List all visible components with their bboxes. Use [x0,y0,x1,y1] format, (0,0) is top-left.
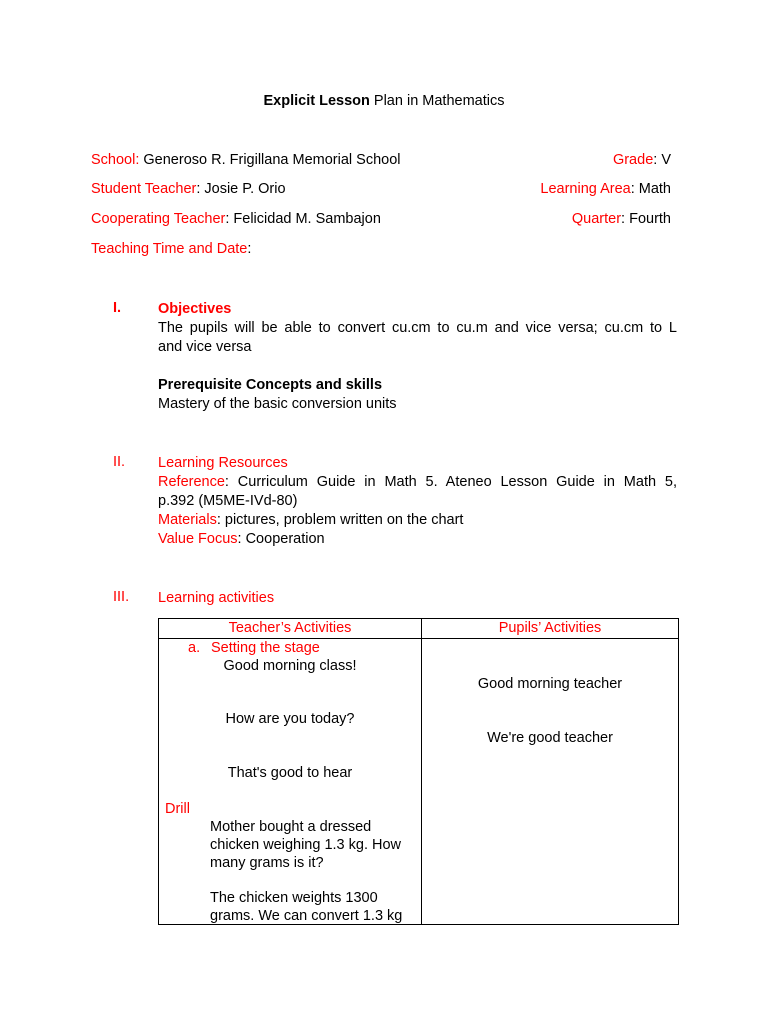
value-focus-value: : Cooperation [237,531,325,547]
teacher-activities-header: Teacher’s Activities [159,619,422,639]
teaching-time-value: : [247,241,252,257]
cooperating-teacher-value: : Felicidad M. Sambajon [225,211,381,227]
learning-area-label: Learning Area [540,181,631,197]
student-teacher-value: : Josie P. Orio [196,181,286,197]
prereq-text: Mastery of the basic conversion units [158,396,397,412]
objectives-text-line1: The pupils will be able to convert cu.cm to cu.m and vice versa; cu.cm to L [158,320,677,336]
teacher-activities-cell [159,639,422,925]
title-rest: Plan in Mathematics [369,93,505,109]
reference-line1 [158,473,677,492]
objectives-text-line2: and vice versa [158,339,252,355]
teacher-greeting: Good morning class! [223,658,357,674]
cooperating-teacher-label: Cooperating Teacher [91,211,226,227]
teacher-how-are-you: How are you today? [225,711,355,727]
objectives-heading: Objectives [158,301,232,317]
value-focus-line [158,530,677,549]
teacher-good-to-hear: That's good to hear [227,765,353,781]
materials-value: : pictures, problem written on the chart [216,512,464,528]
materials-line [158,511,677,530]
section-2-number: II. [113,454,126,470]
section-3-number: III. [113,589,130,605]
drill-line-3: many grams is it? [210,855,324,871]
section-1-body [158,300,677,414]
document-title [0,93,768,109]
drill-line-2: chicken weighing 1.3 kg. How [210,837,402,853]
setting-the-stage-label: Setting the stage [211,640,320,656]
pupil-reply: We're good teacher [487,730,613,746]
setting-marker: a. [188,640,201,656]
answer-line-1: The chicken weights 1300 [210,890,378,906]
title-bold: Explicit Lesson [263,93,370,109]
teaching-time-label: Teaching Time and Date [91,241,248,257]
value-focus-label: Value Focus [158,531,238,547]
reference-value: : Curriculum Guide in Math 5. Ateneo Lesson Guide in Math 5, [224,474,677,490]
quarter-label: Quarter [571,211,622,227]
reference-label: Reference [158,474,225,490]
section-2-body [158,454,677,549]
drill-line-1: Mother bought a dressed [210,819,372,835]
school-value: Generoso R. Frigillana Memorial School [139,152,401,168]
header-row-student-teacher [91,181,671,201]
section-1-number: I. [113,300,122,316]
pupils-activities-cell [422,639,679,925]
pupil-greeting: Good morning teacher [477,676,623,692]
reference-line2: p.392 (M5ME-IVd-80) [158,493,298,509]
drill-label: Drill [165,801,190,817]
student-teacher-label: Student Teacher [91,181,197,197]
table-header-row [159,619,679,639]
header-row-school [91,152,671,172]
learning-resources-heading: Learning Resources [158,455,288,471]
header-row-teaching-time [91,241,671,261]
grade-value: : V [653,152,671,168]
table-row [159,639,679,925]
grade-label: Grade [612,152,654,168]
learning-activities-heading: Learning activities [158,590,275,606]
answer-line-2: grams. We can convert 1.3 kg [210,908,403,924]
pupils-activities-header: Pupils’ Activities [422,619,679,639]
quarter-value: : Fourth [621,211,671,227]
activities-table [158,618,679,925]
materials-label: Materials [158,512,217,528]
prereq-heading: Prerequisite Concepts and skills [158,377,383,393]
learning-area-value: : Math [630,181,671,197]
school-label: School: [91,152,140,168]
header-row-cooperating-teacher [91,211,671,231]
